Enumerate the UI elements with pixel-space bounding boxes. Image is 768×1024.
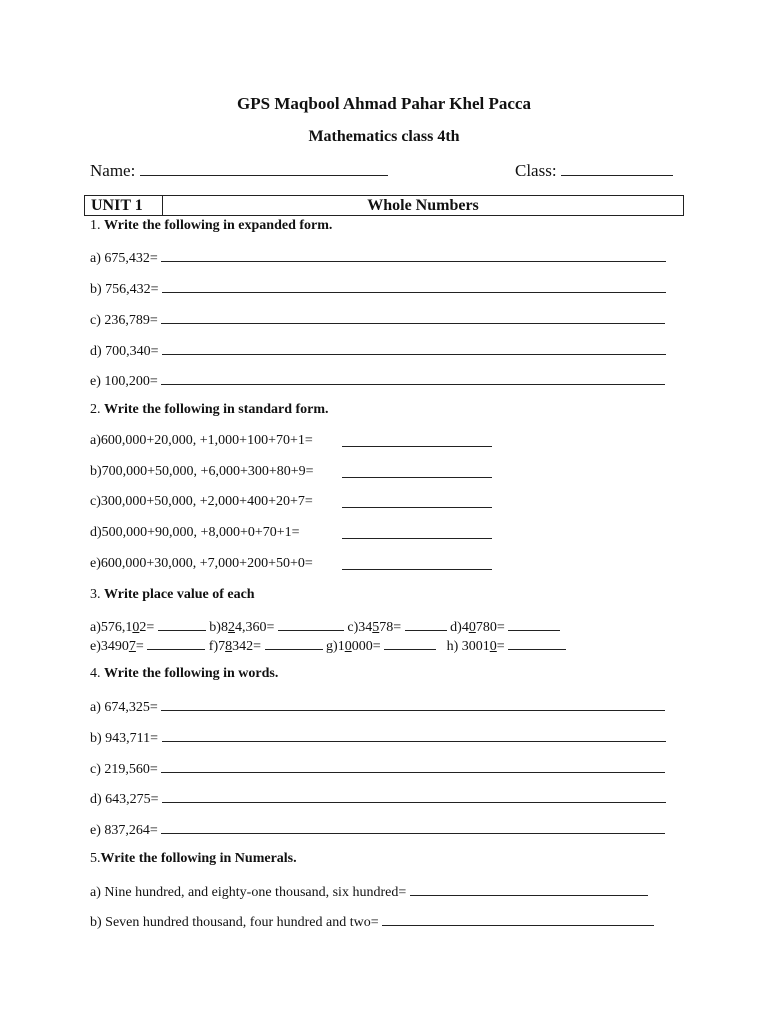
s2-item-b [90,464,314,480]
s2-item-d-answer[interactable] [342,525,492,539]
name-label: Name: [90,161,136,180]
unit-title: Whole Numbers [367,197,479,214]
s2-item-b-answer[interactable] [342,464,492,478]
s1-item-c-label: c) 236,789= [90,313,158,328]
section-4-text: Write the following in words. [104,666,279,681]
pv-g-answer[interactable] [384,636,436,650]
s4-item-e-answer[interactable] [161,820,665,834]
class-group [515,161,673,181]
s4-item-b-answer[interactable] [162,728,666,742]
s4-item-d-label: d) 643,275= [90,792,159,807]
name-field[interactable] [140,162,388,176]
s1-item-b-label: b) 756,432= [90,282,159,297]
unit-header [84,195,684,216]
name-class-row [90,161,678,181]
s2-item-a [90,433,313,449]
s4-item-a-answer[interactable] [161,697,665,711]
s1-item-a-label: a) 675,432= [90,251,158,266]
s2-item-e-answer[interactable] [342,556,492,570]
s2-item-d [90,525,300,541]
pv-b-answer[interactable] [278,617,344,631]
s5-item-a [90,882,648,901]
s1-item-b-answer[interactable] [162,279,666,293]
s4-item-a-label: a) 674,325= [90,700,158,715]
s2-item-c [90,494,313,510]
s4-item-c-answer[interactable] [161,759,665,773]
section-1-number: 1. [90,218,101,233]
pv-b-label: b)824,360= [209,620,275,635]
s4-item-b [90,728,666,747]
s1-item-e-answer[interactable] [161,371,665,385]
s4-item-e-label: e) 837,264= [90,823,158,838]
s4-item-e [90,820,665,839]
pv-d-label: d)40780= [450,620,505,635]
place-value-row-1 [90,617,560,636]
s2-item-a-label: a)600,000+20,000, +1,000+100+70+1= [90,433,313,448]
s4-item-a [90,697,665,716]
s4-item-c [90,759,665,778]
pv-d-answer[interactable] [508,617,560,631]
s5-item-b-answer[interactable] [382,912,654,926]
s5-item-b-label: b) Seven hundred thousand, four hundred and two= [90,915,379,930]
s5-item-a-label: a) Nine hundred, and eighty-one thousand, six hundred= [90,885,407,900]
pv-c-label: c)34578= [347,620,402,635]
s1-item-d-label: d) 700,340= [90,344,159,359]
s2-item-c-answer[interactable] [342,494,492,508]
section-2-heading [90,402,329,418]
s1-item-c-answer[interactable] [161,310,665,324]
s1-item-d [90,341,666,360]
pv-f-answer[interactable] [265,636,323,650]
class-label: Class: [515,161,557,180]
section-5-text: Write the following in Numerals. [100,851,297,866]
pv-g-label: g)10000= [326,639,381,654]
section-4-heading [90,666,278,682]
pv-a-label: a)576,102= [90,620,155,635]
pv-h-answer[interactable] [508,636,566,650]
s2-item-d-label: d)500,000+90,000, +8,000+0+70+1= [90,525,300,540]
s1-item-e-label: e) 100,200= [90,374,158,389]
s1-item-a [90,248,666,267]
s1-item-e [90,371,665,390]
pv-c-answer[interactable] [405,617,447,631]
s1-item-c [90,310,665,329]
s4-item-d-answer[interactable] [162,789,666,803]
pv-a-answer[interactable] [158,617,206,631]
school-title: GPS Maqbool Ahmad Pahar Khel Pacca [237,94,531,113]
unit-label: UNIT 1 [85,196,163,215]
section-3-number: 3. [90,587,101,602]
pv-e-answer[interactable] [147,636,205,650]
s2-item-b-label: b)700,000+50,000, +6,000+300+80+9= [90,464,314,479]
class-field[interactable] [561,162,673,176]
place-value-row-2 [90,636,566,655]
pv-f-label: f)78342= [208,639,262,654]
section-1-heading [90,218,332,234]
s2-item-e [90,556,313,572]
s1-item-b [90,279,666,298]
section-2-text: Write the following in standard form. [104,402,329,417]
s5-item-b [90,912,654,931]
s4-item-c-label: c) 219,560= [90,762,158,777]
subject-title: Mathematics class 4th [308,128,460,145]
s2-item-a-answer[interactable] [342,433,492,447]
section-5-number: 5. [90,851,101,866]
section-1-text: Write the following in expanded form. [104,218,333,233]
section-3-text: Write place value of each [104,587,255,602]
s1-item-d-answer[interactable] [162,341,666,355]
s1-item-a-answer[interactable] [161,248,666,262]
section-2-number: 2. [90,402,101,417]
pv-e-label: e)34907= [90,639,144,654]
s2-item-e-label: e)600,000+30,000, +7,000+200+50+0= [90,556,313,571]
pv-h-label: h) 30010= [446,639,505,654]
section-3-heading [90,587,255,603]
s4-item-b-label: b) 943,711= [90,731,159,746]
s4-item-d [90,789,666,808]
section-5-heading [90,851,297,867]
section-4-number: 4. [90,666,101,681]
s5-item-a-answer[interactable] [410,882,648,896]
s2-item-c-label: c)300,000+50,000, +2,000+400+20+7= [90,494,313,509]
